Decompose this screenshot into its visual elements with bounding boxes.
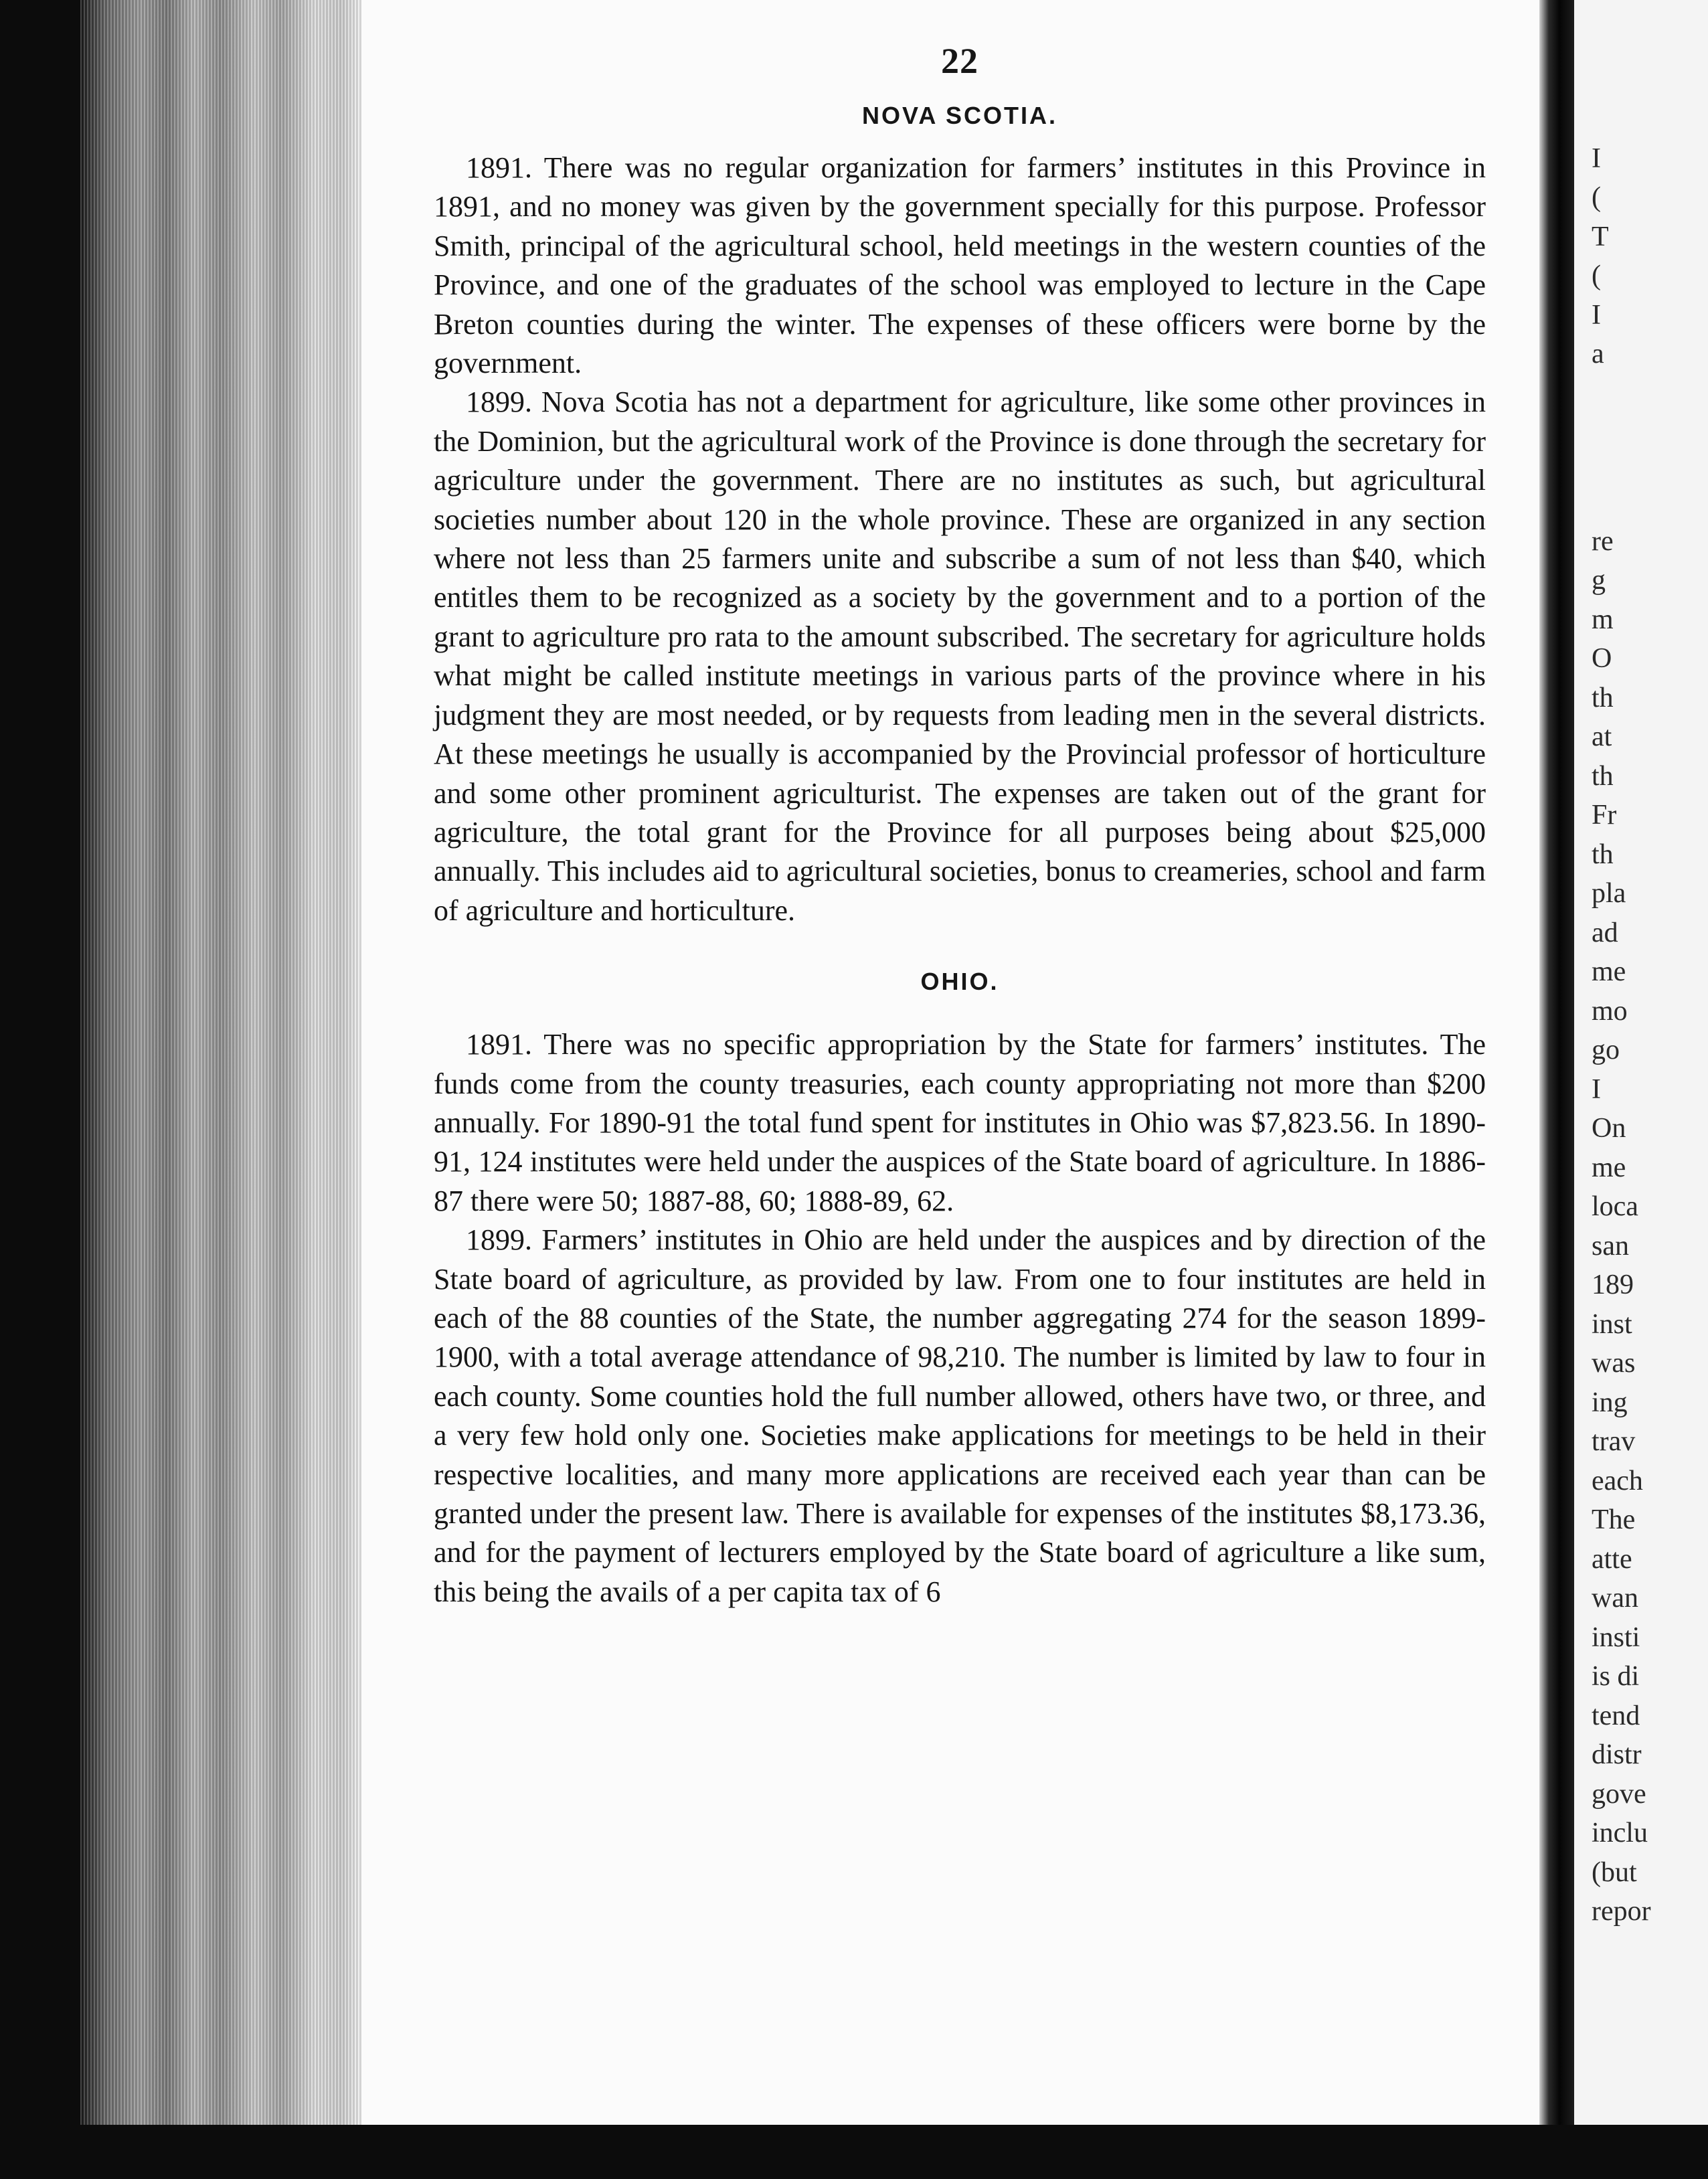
facing-fragment: go	[1592, 1035, 1620, 1065]
facing-fragment: (	[1592, 182, 1601, 213]
facing-fragment: insti	[1592, 1622, 1640, 1653]
facing-fragment: th	[1592, 761, 1614, 792]
facing-fragment: th	[1592, 683, 1614, 713]
facing-fragment: pla	[1592, 878, 1626, 909]
facing-fragment: atte	[1592, 1544, 1632, 1575]
facing-fragment: mo	[1592, 996, 1628, 1027]
facing-fragment: wan	[1592, 1583, 1638, 1614]
facing-fragment: gove	[1592, 1779, 1646, 1810]
facing-fragment: O	[1592, 643, 1612, 674]
facing-fragment: was	[1592, 1348, 1636, 1379]
facing-fragment: On	[1592, 1113, 1626, 1144]
facing-fragment: Fr	[1592, 800, 1617, 831]
facing-fragment: ing	[1592, 1387, 1628, 1418]
facing-fragment: T	[1592, 222, 1609, 252]
facing-fragment: is di	[1592, 1661, 1640, 1692]
facing-fragment: repor	[1592, 1896, 1651, 1927]
facing-fragment: inst	[1592, 1309, 1632, 1340]
facing-fragment: th	[1592, 839, 1614, 870]
facing-fragment: (but	[1592, 1857, 1637, 1888]
book-page-edge-lines	[80, 0, 361, 2125]
scan-bottom-margin	[0, 2125, 1708, 2179]
paragraph-nova-scotia-1891: 1891. There was no regular organization for farmers’ institutes in this Province in 1891, and no money was given by the government specially for this purpose. Professor Smith, principal of the agricultural school, held meetings in the western counties of the Province, and one of the graduates of the school was employed to lecture in the Cape Breton counties during the winter. The expenses of these officers were borne by the government.	[434, 151, 1486, 380]
paragraph-nova-scotia-1899: 1899. Nova Scotia has not a department for agriculture, like some other provinces in the Dominion, but the agricultural work of the Province is done through the secretary for agriculture under the government. There are no institutes as such, but agricultural societies number about 120 in the whole province. These are organized in any section where not less than 25 farmers unite and subscribe a sum of not less than $40, which entitles them to be recognized as a society by the government and to a portion of the grant to agriculture pro rata to the amount subscribed. The secretary for agriculture holds what might be called institute meetings in various parts of the province where in his judgment they are most needed, or by requests from leading men in the several districts. At these meetings he usually is accompanied by the Provincial professor of horticulture and some other prominent agriculturist. The expenses are taken out of the grant for agriculture, the total grant for the Province for all purposes being about $25,000 annually. This includes aid to agricultural societies, bonus to creameries, school and farm of agriculture and horticulture.	[434, 385, 1486, 927]
facing-fragment: (	[1592, 260, 1601, 291]
page-number: 22	[941, 41, 978, 81]
facing-fragment: The	[1592, 1504, 1636, 1535]
facing-fragment: ad	[1592, 918, 1618, 948]
page-content	[434, 40, 1486, 1611]
facing-fragment: me	[1592, 1152, 1626, 1183]
facing-fragment: each	[1592, 1466, 1643, 1496]
facing-fragment: at	[1592, 721, 1612, 752]
facing-fragment: loca	[1592, 1191, 1638, 1222]
facing-fragment: I	[1592, 143, 1601, 174]
section-heading-nova-scotia: NOVA SCOTIA.	[861, 102, 1057, 129]
facing-fragment: I	[1592, 1074, 1601, 1105]
facing-fragment: m	[1592, 604, 1614, 635]
facing-fragment: san	[1592, 1231, 1629, 1261]
facing-page	[1574, 0, 1708, 2125]
facing-fragment: trav	[1592, 1426, 1636, 1457]
facing-fragment: inclu	[1592, 1818, 1648, 1848]
section-heading-ohio: OHIO.	[920, 968, 999, 996]
paragraph-ohio-1891: 1891. There was no specific appropriation by the State for farmers’ institutes. The funds come from the county treasuries, each county appropriating not more than $200 annually. For 1890-91 the total fund spent for institutes in Ohio was $7,823.56. In 1890-91, 124 institutes were held under the auspices of the State board of agriculture. In 1886-87 there were 50; 1887-88, 60; 1888-89, 62.	[434, 1028, 1486, 1217]
facing-fragment: I	[1592, 300, 1601, 331]
facing-fragment: re	[1592, 526, 1614, 557]
facing-fragment: tend	[1592, 1701, 1640, 1731]
facing-fragment: 189	[1592, 1270, 1634, 1300]
facing-fragment: g	[1592, 565, 1606, 596]
facing-fragment: distr	[1592, 1739, 1642, 1770]
facing-fragment: a	[1592, 339, 1604, 369]
book-gutter	[1539, 0, 1574, 2125]
facing-fragment: me	[1592, 956, 1626, 987]
paragraph-ohio-1899: 1899. Farmers’ institutes in Ohio are held under the auspices and by direction of the State board of agriculture, as provided by law. From one to four institutes are held in each of the 88 counties of the State, the number aggregating 274 for the season 1899-1900, with a total average attendance of 98,210. The number is limited by law to four in each county. Some counties hold the full number allowed, others have two, or three, and a very few hold only one. Societies make applications for meetings to be held in their respective localities, and many more applications are received each year than can be granted under the present law. There is available for expenses of the institutes $8,173.36, and for the payment of lecturers employed by the State board of agriculture a like sum, this being the avails of a per capita tax of 6	[434, 1223, 1486, 1608]
